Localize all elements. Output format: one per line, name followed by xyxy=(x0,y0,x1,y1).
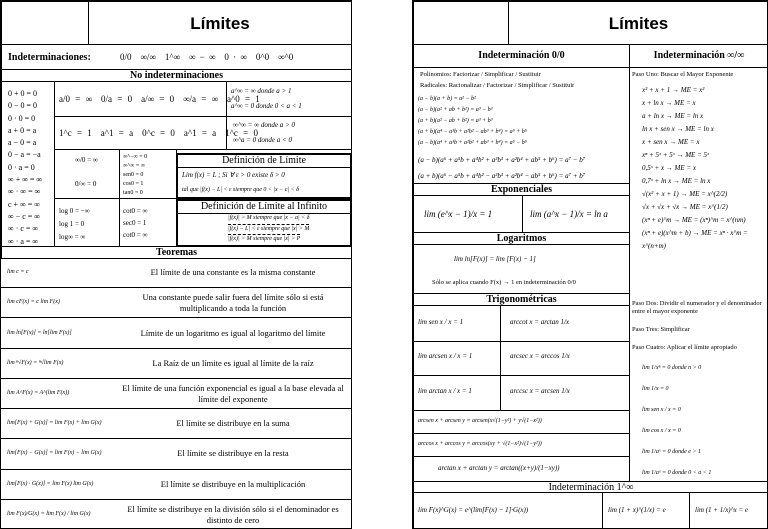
identity-item: (a − b)(a² + ab + b²) = a³ − b³ xyxy=(418,107,493,113)
indet-row xyxy=(1,44,352,70)
identity-big-item: (a − b)(a⁶ + a⁵b + a⁴b² + a³b³ + a²b⁴ + ab⁵ + b⁶) = a⁷ − b⁷ xyxy=(418,156,586,164)
polinomios-text: Polinomios: Factorizar / Simplificar / Sustituir xyxy=(420,71,541,78)
theorem-formula: lim ⁿ√F(x) = ⁿ√lim F(x) xyxy=(7,359,64,366)
pow-line-2: a^∞ = 0 donde 0 < a < 1 xyxy=(231,102,302,110)
trig-id-2: arcsec x = arccos 1/x xyxy=(510,352,570,360)
indet-item: 0^0 xyxy=(255,52,270,62)
def-inf-2: |f(x) − L| < ε siempre que |x| > M xyxy=(228,226,310,232)
theorem-row xyxy=(1,379,352,409)
fraction-item: a/0 = ∞ xyxy=(59,94,92,104)
paso4-item: lim 1/x = 0 xyxy=(642,386,669,392)
ind1inf-2: lim (1 + x)^(1/x) = e xyxy=(608,506,666,514)
trig-box xyxy=(413,305,630,482)
exp-divider xyxy=(522,196,523,232)
power-item: 1^c = 1 xyxy=(59,128,92,138)
basic-op: ∞ − c = ∞ xyxy=(8,211,40,221)
theorem-text: El límite se distribuye en la resta xyxy=(177,448,289,459)
paso1-text: Paso Uno: Buscar el Mayor Exponente xyxy=(632,71,734,78)
pow-box-1 xyxy=(226,81,352,117)
misc-b-item: ∞^∞ = ∞ xyxy=(123,163,146,169)
indet-label: Indeterminaciones: xyxy=(8,52,91,63)
indet-item: ∞/∞ xyxy=(140,52,156,62)
trig-long-1: arcsen x + arcsen y = arcsen(x√(1−y²) + y√(1−x²)) xyxy=(418,418,542,424)
indinf-header: Indeterminación ∞/∞ xyxy=(629,44,768,68)
theorem-row xyxy=(1,409,352,439)
theorem-text: Una constante puede salir fuera del límite sólo si está multiplicando a toda la función xyxy=(142,292,324,314)
log-item: log 0 = −∞ xyxy=(59,207,90,215)
theorem-formula: lim cF(x) = c lim F(x) xyxy=(7,299,60,306)
paso1-item: (xⁿ + e)^m → ME = (xⁿ)^m = x^(nm) xyxy=(642,216,746,224)
radicales-text: Radicales: Racionalizar / Factorizar / Simplificar / Sustituir xyxy=(420,82,575,89)
trig2-list xyxy=(123,205,148,241)
def-header: Definición de Límite xyxy=(178,155,350,168)
right-title-blank xyxy=(413,1,509,45)
misc-a-box xyxy=(54,149,120,199)
paso1-item: 0,7ˣ + ln x → ME = ln x xyxy=(642,177,711,185)
exp-formula-2: lim (a^x − 1)/x = ln a xyxy=(530,209,608,219)
paso1-item: xⁿ + 5ˣ + 5ˣ → ME = 5ˣ xyxy=(642,151,710,159)
trig-lim-3: lim arctan x / x = 1 xyxy=(418,387,472,395)
paso4-item: lim cos x / x = 0 xyxy=(642,428,681,434)
def-inf-3: |f(x)| > M siempre que |x| > P xyxy=(228,236,301,242)
trig2-box xyxy=(119,198,177,247)
trig-long-2: arccos x + arccos y = arccos(xy + √(1−x²)√(1−y²)) xyxy=(418,441,542,447)
exp-header: Exponenciales xyxy=(413,183,630,196)
identities-big-list xyxy=(418,152,585,184)
paso1-item: √(x² + x + 1) → ME = x^(2/2) xyxy=(642,190,728,198)
paso1-item: (xⁿ + e)(x^m + b) → ME = xⁿ · x^m = x^(n+m) xyxy=(642,229,748,250)
trig-line-2 xyxy=(414,375,629,376)
basic-op: c + ∞ = ∞ xyxy=(8,199,40,209)
paso4-item: lim 1/xⁿ = 0 donde n > 0 xyxy=(642,365,702,371)
powers-box xyxy=(54,116,258,150)
paso1-list xyxy=(642,84,768,253)
theorem-text: Límite de un logaritmo es igual al logaritmo del límite xyxy=(140,327,326,338)
trig-lim-2: lim arcsen x / x = 1 xyxy=(418,352,473,360)
def-line-2: tal que |f(x) − L| < ε siempre que 0 < |x − c| < δ xyxy=(182,187,299,193)
def-inf-header: Definición de Límite al Infinito xyxy=(178,201,350,214)
misc-b-item: tan0 = 0 xyxy=(123,190,143,196)
misc-b-item: ∞^−∞ = 0 xyxy=(123,154,148,160)
paso4-text: Paso Cuatro: Aplicar el límite apropiado xyxy=(632,344,737,351)
left-title-box xyxy=(88,1,352,45)
no-indet-header: No indeterminaciones xyxy=(1,69,352,82)
trig-id-3: arccsc x = arcsen 1/x xyxy=(510,387,570,395)
indinf-box xyxy=(629,67,768,482)
ind1inf-1: lim F(x)^G(x) = e^(lim[F(x) − 1]·G(x)) xyxy=(418,506,529,514)
indet00-header: Indeterminación 0/0 xyxy=(413,44,630,68)
exp-box xyxy=(413,195,630,233)
trig-header: Trigonométricas xyxy=(413,293,630,306)
indet-item: ∞ − ∞ xyxy=(189,52,216,62)
theorem-text: El límite de una constante es la misma constante xyxy=(150,267,316,278)
trig-line-1 xyxy=(414,341,629,342)
paso4-list xyxy=(642,358,711,484)
left-title-blank xyxy=(1,1,89,45)
power-item: 1^c = 0 xyxy=(225,128,258,138)
paso1-item: a + ln x → ME = ln x xyxy=(642,112,704,120)
paso1-item: ln x + sen x → ME = ln x xyxy=(642,125,714,133)
theorem-row xyxy=(1,318,352,348)
fraction-item: 0/a = 0 xyxy=(101,94,133,104)
basic-op: ∞ · c = ∞ xyxy=(8,224,39,234)
indet-item: ∞^0 xyxy=(278,52,294,62)
theorems-table xyxy=(1,258,352,529)
def-inf-1: |f(x)| > M siempre que |x − a| < δ xyxy=(228,215,310,221)
basic-op: ∞ + ∞ = ∞ xyxy=(8,175,43,185)
theorem-row xyxy=(1,288,352,318)
basic-op: a + 0 = a xyxy=(8,125,37,135)
trig-divider xyxy=(500,306,501,410)
paso1-item: x + ln x → ME = x xyxy=(642,99,696,107)
ind1inf-3: lim (1 + 1/x)^x = e xyxy=(695,506,749,514)
exp-formula-1: lim (e^x − 1)/x = 1 xyxy=(424,209,493,219)
pow-box-2 xyxy=(226,116,352,150)
indet-item: 1^∞ xyxy=(164,52,180,62)
def-box xyxy=(176,153,352,199)
paso1-item: x² + x + 1 → ME = x² xyxy=(642,86,705,94)
theorem-formula: lim c = c xyxy=(7,269,29,276)
ind1inf-div-2 xyxy=(689,493,690,529)
misc-b-list xyxy=(123,153,147,198)
misc-a-2: 0/∞ = 0 xyxy=(75,180,97,188)
def-inf-box xyxy=(176,199,352,247)
pow-line-4: ∞^a = 0 donde a < 0 xyxy=(233,136,292,144)
trig2-item: sec0 = 1 xyxy=(123,219,147,227)
teoremas-header: Teoremas xyxy=(1,246,352,259)
theorem-row xyxy=(1,349,352,379)
theorem-text: El límite se distribuye en la multiplicación xyxy=(160,478,306,489)
right-sheet xyxy=(412,0,768,529)
basic-ops-box xyxy=(1,81,55,247)
fraction-item: a/∞ = 0 xyxy=(141,94,175,104)
trig-line-5 xyxy=(414,456,629,457)
theorem-row xyxy=(1,500,352,529)
misc-a-1: ∞/0 = ∞ xyxy=(75,156,98,164)
basic-ops-list xyxy=(8,88,42,248)
power-item: a^1 = a xyxy=(183,128,217,138)
basic-op: ∞ · ∞ = ∞ xyxy=(8,187,41,197)
paso1-item: 0,5ˣ + x → ME = x xyxy=(642,164,696,172)
identity-item: (a − b)(a + b) = a² − b² xyxy=(418,96,476,102)
indet-item: 0 · ∞ xyxy=(224,52,247,62)
identity-item: (a + b)(a² − ab + b²) = a³ + b³ xyxy=(418,118,493,124)
theorem-formula: lim[F(x) − G(x)] = lim F(x) − lim G(x) xyxy=(7,450,102,457)
def-line-1: Lim f(x) = L ; Si ∀ ε > 0 existe δ > 0 xyxy=(182,171,285,179)
identities-list xyxy=(418,94,527,149)
theorem-formula: lim A^F(x) = A^(lim F(x)) xyxy=(7,389,70,396)
identity-item: (a + b)(a⁴ − a³b + a²b² − ab³ + b⁴) = a⁵ + b⁵ xyxy=(418,129,527,135)
trig-id-1: arccot x = arctan 1/x xyxy=(510,318,570,326)
theorem-row xyxy=(1,439,352,469)
trig-line-4 xyxy=(414,433,629,434)
basic-op: a − 0 = a xyxy=(8,138,37,148)
basic-op: 0 · 0 = 0 xyxy=(8,113,36,123)
ind1inf-div-1 xyxy=(602,493,603,529)
log-box xyxy=(413,244,630,294)
misc-b-item: sen0 = 0 xyxy=(123,172,144,178)
paso4-item: lim sen x / x = 0 xyxy=(642,407,681,413)
theorem-row xyxy=(1,470,352,500)
power-item: a^1 = a xyxy=(100,128,134,138)
theorem-text: La Raíz de un límite es igual al límite de la raíz xyxy=(152,357,314,368)
theorem-formula: lim ln[F(x)] = ln[lim F(x)] xyxy=(7,329,72,336)
left-title: Límites xyxy=(190,14,250,33)
pow-line-3: ∞^∞ = ∞ donde a > 0 xyxy=(233,121,295,129)
right-title: Límites xyxy=(608,14,669,33)
trig-long-3: arctan x + arctan y = arctan((x+y)/(1−xy)) xyxy=(438,464,560,472)
fraction-item: a^0 = 1 xyxy=(226,94,260,104)
log-note: Sólo se aplica cuando F(x) → 1 en indeterminación 0/0 xyxy=(432,279,576,286)
log-header: Logaritmos xyxy=(413,232,630,245)
paso1-item: x + sen x → ME = x xyxy=(642,138,700,146)
log-formula: lim ln[F(x)] = lim [F(x) − 1] xyxy=(454,255,536,263)
theorem-text: El límite se distribuye en la división sólo si el denominador es distinto de cero xyxy=(127,503,339,525)
indet00-box xyxy=(413,67,630,184)
basic-op: 0 + 0 = 0 xyxy=(8,89,38,98)
misc-b-item: cos0 = 1 xyxy=(123,181,144,187)
theorem-formula: lim F(x)/G(x) = lim F(x) / lim G(x) xyxy=(7,510,91,517)
theorem-formula: lim[F(x) · G(x)] = lim F(x) lim G(x) xyxy=(7,480,94,487)
paso1-item: √x + √x + √x → ME = x^(1/2) xyxy=(642,203,728,211)
logs-box xyxy=(54,198,120,247)
paso2-text: Paso Dos: Dividir el numerador y el denominador entre el mayor exponente xyxy=(632,300,762,315)
basic-op: 0 − 0 = 0 xyxy=(8,101,38,111)
paso4-item: lim 1/aˣ = 0 donde e > 1 xyxy=(642,449,701,455)
fraction-item: ∞/a = ∞ xyxy=(183,94,218,104)
log-item: log∞ = ∞ xyxy=(59,233,86,241)
theorem-text: El límite de una función exponencial es igual a la base elevada al límite del exponente xyxy=(122,382,344,404)
power-item: 0^c = 0 xyxy=(142,128,175,138)
indet-list xyxy=(120,52,293,63)
theorem-text: El límite se distribuye en la suma xyxy=(176,418,290,429)
paso4-item: lim 1/aˣ = 0 donde 0 < a < 1 xyxy=(642,470,712,476)
ind1inf-box xyxy=(413,492,768,529)
left-sheet xyxy=(0,0,352,529)
basic-op: ∞ · a = ∞ xyxy=(8,236,39,246)
ind1inf-header: Indeterminación 1^∞ xyxy=(413,481,768,493)
theorem-row xyxy=(1,258,352,288)
log-item: log 1 = 0 xyxy=(59,220,85,228)
identity-big-item: (a + b)(a⁶ − a⁵b + a⁴b² − a³b³ + a²b⁴ − ab⁵ + b⁶) = a⁷ + b⁷ xyxy=(418,172,586,180)
identity-item: (a − b)(a⁴ + a³b + a²b² + ab³ + b⁴) = a⁵ − b⁵ xyxy=(418,140,527,146)
paso3-text: Paso Tres: Simplificar xyxy=(632,326,690,333)
right-title-box xyxy=(508,1,768,45)
basic-op: 0 · a = 0 xyxy=(8,162,35,172)
basic-op: 0 − a = −a xyxy=(8,150,41,160)
trig-lim-1: lim sen x / x = 1 xyxy=(418,318,464,326)
indet-item: 0/0 xyxy=(120,52,132,62)
logs-list xyxy=(59,205,90,244)
pow-line-1: a^∞ = ∞ donde a > 1 xyxy=(231,87,292,95)
misc-b-box xyxy=(119,149,177,199)
theorem-formula: lim[F(x) + G(x)] = lim F(x) + lim G(x) xyxy=(7,420,102,427)
trig-line-3 xyxy=(414,410,629,411)
trig2-item: cot0 = ∞ xyxy=(123,231,148,239)
trig2-item: cot0 = ∞ xyxy=(123,207,148,215)
fractions-box xyxy=(54,81,260,117)
